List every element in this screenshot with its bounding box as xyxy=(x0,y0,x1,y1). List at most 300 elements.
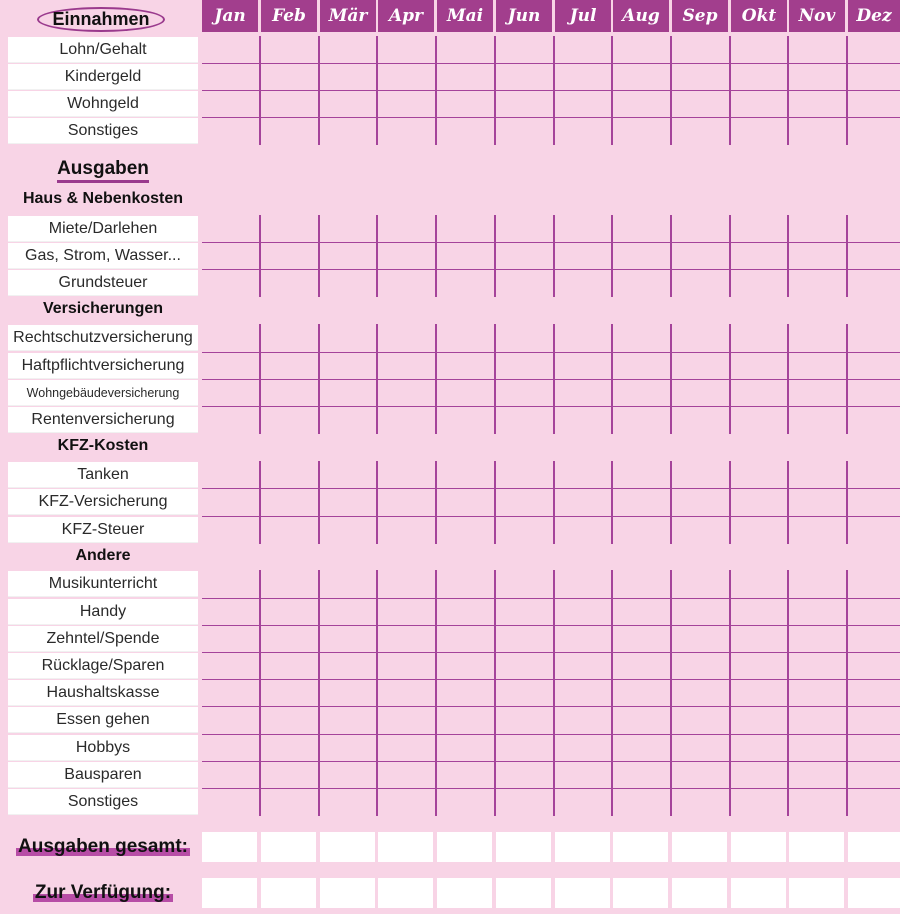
entry-cell[interactable] xyxy=(437,707,492,732)
entry-cell[interactable] xyxy=(496,762,551,787)
entry-cell[interactable] xyxy=(613,216,668,241)
entry-cell[interactable] xyxy=(320,407,375,432)
entry-cell[interactable] xyxy=(848,789,900,814)
entry-cell[interactable] xyxy=(202,243,257,268)
entry-cell[interactable] xyxy=(848,118,900,143)
entry-cell[interactable] xyxy=(202,789,257,814)
entry-cell[interactable] xyxy=(496,270,551,295)
entry-cell[interactable] xyxy=(320,243,375,268)
entry-cell[interactable] xyxy=(789,270,844,295)
entry-cell[interactable] xyxy=(496,462,551,487)
total-cell[interactable] xyxy=(555,832,610,862)
entry-cell[interactable] xyxy=(613,118,668,143)
entry-cell[interactable] xyxy=(261,216,316,241)
entry-cell[interactable] xyxy=(848,325,900,350)
total-cell[interactable] xyxy=(789,832,844,862)
total-cell[interactable] xyxy=(731,832,786,862)
entry-cell[interactable] xyxy=(672,762,727,787)
entry-cell[interactable] xyxy=(613,626,668,651)
entry-cell[interactable] xyxy=(320,653,375,678)
total-cell[interactable] xyxy=(320,832,375,862)
entry-cell[interactable] xyxy=(378,91,433,116)
entry-cell[interactable] xyxy=(789,118,844,143)
entry-cell[interactable] xyxy=(789,462,844,487)
total-cell[interactable] xyxy=(731,878,786,908)
entry-cell[interactable] xyxy=(613,243,668,268)
entry-cell[interactable] xyxy=(672,489,727,514)
entry-cell[interactable] xyxy=(496,653,551,678)
entry-cell[interactable] xyxy=(848,571,900,596)
entry-cell[interactable] xyxy=(378,626,433,651)
entry-cell[interactable] xyxy=(202,64,257,89)
entry-cell[interactable] xyxy=(613,91,668,116)
entry-cell[interactable] xyxy=(672,462,727,487)
entry-cell[interactable] xyxy=(202,325,257,350)
entry-cell[interactable] xyxy=(731,680,786,705)
entry-cell[interactable] xyxy=(672,599,727,624)
entry-cell[interactable] xyxy=(848,270,900,295)
entry-cell[interactable] xyxy=(789,517,844,542)
entry-cell[interactable] xyxy=(672,243,727,268)
entry-cell[interactable] xyxy=(378,680,433,705)
entry-cell[interactable] xyxy=(320,353,375,378)
entry-cell[interactable] xyxy=(613,407,668,432)
entry-cell[interactable] xyxy=(378,762,433,787)
entry-cell[interactable] xyxy=(789,91,844,116)
entry-cell[interactable] xyxy=(496,91,551,116)
entry-cell[interactable] xyxy=(261,489,316,514)
entry-cell[interactable] xyxy=(789,380,844,405)
entry-cell[interactable] xyxy=(789,680,844,705)
entry-cell[interactable] xyxy=(555,216,610,241)
entry-cell[interactable] xyxy=(672,270,727,295)
entry-cell[interactable] xyxy=(789,735,844,760)
entry-cell[interactable] xyxy=(437,118,492,143)
entry-cell[interactable] xyxy=(496,37,551,62)
entry-cell[interactable] xyxy=(320,626,375,651)
entry-cell[interactable] xyxy=(672,64,727,89)
entry-cell[interactable] xyxy=(202,353,257,378)
entry-cell[interactable] xyxy=(261,599,316,624)
entry-cell[interactable] xyxy=(202,91,257,116)
entry-cell[interactable] xyxy=(202,653,257,678)
entry-cell[interactable] xyxy=(261,789,316,814)
entry-cell[interactable] xyxy=(261,270,316,295)
entry-cell[interactable] xyxy=(789,789,844,814)
entry-cell[interactable] xyxy=(202,270,257,295)
entry-cell[interactable] xyxy=(613,37,668,62)
entry-cell[interactable] xyxy=(789,599,844,624)
entry-cell[interactable] xyxy=(437,243,492,268)
entry-cell[interactable] xyxy=(731,462,786,487)
entry-cell[interactable] xyxy=(378,599,433,624)
entry-cell[interactable] xyxy=(789,762,844,787)
total-cell[interactable] xyxy=(613,832,668,862)
entry-cell[interactable] xyxy=(848,735,900,760)
total-cell[interactable] xyxy=(437,832,492,862)
entry-cell[interactable] xyxy=(496,626,551,651)
entry-cell[interactable] xyxy=(848,353,900,378)
entry-cell[interactable] xyxy=(261,707,316,732)
entry-cell[interactable] xyxy=(613,325,668,350)
entry-cell[interactable] xyxy=(555,599,610,624)
total-cell[interactable] xyxy=(789,878,844,908)
entry-cell[interactable] xyxy=(789,243,844,268)
entry-cell[interactable] xyxy=(496,735,551,760)
entry-cell[interactable] xyxy=(731,243,786,268)
entry-cell[interactable] xyxy=(202,489,257,514)
entry-cell[interactable] xyxy=(437,517,492,542)
entry-cell[interactable] xyxy=(378,462,433,487)
entry-cell[interactable] xyxy=(378,407,433,432)
entry-cell[interactable] xyxy=(261,653,316,678)
entry-cell[interactable] xyxy=(848,707,900,732)
entry-cell[interactable] xyxy=(731,517,786,542)
entry-cell[interactable] xyxy=(848,517,900,542)
entry-cell[interactable] xyxy=(496,118,551,143)
entry-cell[interactable] xyxy=(320,707,375,732)
entry-cell[interactable] xyxy=(202,680,257,705)
entry-cell[interactable] xyxy=(672,571,727,596)
entry-cell[interactable] xyxy=(555,243,610,268)
entry-cell[interactable] xyxy=(555,680,610,705)
entry-cell[interactable] xyxy=(848,91,900,116)
total-cell[interactable] xyxy=(613,878,668,908)
entry-cell[interactable] xyxy=(672,789,727,814)
entry-cell[interactable] xyxy=(320,517,375,542)
entry-cell[interactable] xyxy=(731,270,786,295)
entry-cell[interactable] xyxy=(320,571,375,596)
entry-cell[interactable] xyxy=(672,37,727,62)
entry-cell[interactable] xyxy=(437,599,492,624)
entry-cell[interactable] xyxy=(672,353,727,378)
total-cell[interactable] xyxy=(496,832,551,862)
entry-cell[interactable] xyxy=(555,735,610,760)
entry-cell[interactable] xyxy=(202,571,257,596)
entry-cell[interactable] xyxy=(202,462,257,487)
entry-cell[interactable] xyxy=(496,353,551,378)
entry-cell[interactable] xyxy=(437,270,492,295)
entry-cell[interactable] xyxy=(320,118,375,143)
entry-cell[interactable] xyxy=(613,64,668,89)
entry-cell[interactable] xyxy=(731,653,786,678)
entry-cell[interactable] xyxy=(261,353,316,378)
total-cell[interactable] xyxy=(496,878,551,908)
entry-cell[interactable] xyxy=(848,37,900,62)
entry-cell[interactable] xyxy=(378,517,433,542)
entry-cell[interactable] xyxy=(555,789,610,814)
entry-cell[interactable] xyxy=(613,353,668,378)
entry-cell[interactable] xyxy=(672,118,727,143)
entry-cell[interactable] xyxy=(613,489,668,514)
entry-cell[interactable] xyxy=(848,599,900,624)
entry-cell[interactable] xyxy=(672,216,727,241)
entry-cell[interactable] xyxy=(320,270,375,295)
total-cell[interactable] xyxy=(437,878,492,908)
entry-cell[interactable] xyxy=(261,91,316,116)
entry-cell[interactable] xyxy=(202,762,257,787)
entry-cell[interactable] xyxy=(378,37,433,62)
entry-cell[interactable] xyxy=(555,707,610,732)
entry-cell[interactable] xyxy=(496,325,551,350)
entry-cell[interactable] xyxy=(731,571,786,596)
entry-cell[interactable] xyxy=(496,216,551,241)
entry-cell[interactable] xyxy=(613,270,668,295)
entry-cell[interactable] xyxy=(437,407,492,432)
entry-cell[interactable] xyxy=(437,680,492,705)
entry-cell[interactable] xyxy=(613,517,668,542)
total-cell[interactable] xyxy=(202,878,257,908)
entry-cell[interactable] xyxy=(320,462,375,487)
entry-cell[interactable] xyxy=(378,789,433,814)
entry-cell[interactable] xyxy=(731,91,786,116)
entry-cell[interactable] xyxy=(202,216,257,241)
entry-cell[interactable] xyxy=(496,680,551,705)
entry-cell[interactable] xyxy=(731,489,786,514)
entry-cell[interactable] xyxy=(320,64,375,89)
entry-cell[interactable] xyxy=(672,91,727,116)
entry-cell[interactable] xyxy=(555,462,610,487)
entry-cell[interactable] xyxy=(613,735,668,760)
entry-cell[interactable] xyxy=(320,599,375,624)
entry-cell[interactable] xyxy=(437,789,492,814)
entry-cell[interactable] xyxy=(496,599,551,624)
entry-cell[interactable] xyxy=(261,243,316,268)
entry-cell[interactable] xyxy=(496,380,551,405)
entry-cell[interactable] xyxy=(848,489,900,514)
entry-cell[interactable] xyxy=(437,653,492,678)
entry-cell[interactable] xyxy=(320,216,375,241)
entry-cell[interactable] xyxy=(437,37,492,62)
entry-cell[interactable] xyxy=(261,571,316,596)
entry-cell[interactable] xyxy=(848,64,900,89)
entry-cell[interactable] xyxy=(437,91,492,116)
entry-cell[interactable] xyxy=(202,599,257,624)
entry-cell[interactable] xyxy=(613,680,668,705)
entry-cell[interactable] xyxy=(672,707,727,732)
entry-cell[interactable] xyxy=(672,735,727,760)
entry-cell[interactable] xyxy=(555,762,610,787)
total-cell[interactable] xyxy=(320,878,375,908)
entry-cell[interactable] xyxy=(731,37,786,62)
entry-cell[interactable] xyxy=(672,380,727,405)
entry-cell[interactable] xyxy=(613,571,668,596)
entry-cell[interactable] xyxy=(437,64,492,89)
total-cell[interactable] xyxy=(672,878,727,908)
total-cell[interactable] xyxy=(555,878,610,908)
entry-cell[interactable] xyxy=(555,91,610,116)
entry-cell[interactable] xyxy=(555,37,610,62)
entry-cell[interactable] xyxy=(613,380,668,405)
entry-cell[interactable] xyxy=(437,626,492,651)
entry-cell[interactable] xyxy=(848,680,900,705)
entry-cell[interactable] xyxy=(320,380,375,405)
entry-cell[interactable] xyxy=(320,680,375,705)
entry-cell[interactable] xyxy=(261,37,316,62)
entry-cell[interactable] xyxy=(731,64,786,89)
entry-cell[interactable] xyxy=(789,571,844,596)
entry-cell[interactable] xyxy=(731,599,786,624)
entry-cell[interactable] xyxy=(555,489,610,514)
entry-cell[interactable] xyxy=(320,489,375,514)
entry-cell[interactable] xyxy=(789,64,844,89)
entry-cell[interactable] xyxy=(202,735,257,760)
entry-cell[interactable] xyxy=(261,64,316,89)
entry-cell[interactable] xyxy=(731,626,786,651)
entry-cell[interactable] xyxy=(437,380,492,405)
entry-cell[interactable] xyxy=(496,489,551,514)
entry-cell[interactable] xyxy=(555,325,610,350)
entry-cell[interactable] xyxy=(731,216,786,241)
entry-cell[interactable] xyxy=(261,762,316,787)
entry-cell[interactable] xyxy=(378,118,433,143)
entry-cell[interactable] xyxy=(378,353,433,378)
entry-cell[interactable] xyxy=(613,707,668,732)
entry-cell[interactable] xyxy=(320,789,375,814)
entry-cell[interactable] xyxy=(261,380,316,405)
entry-cell[interactable] xyxy=(555,64,610,89)
entry-cell[interactable] xyxy=(202,37,257,62)
entry-cell[interactable] xyxy=(378,325,433,350)
entry-cell[interactable] xyxy=(848,407,900,432)
entry-cell[interactable] xyxy=(437,489,492,514)
entry-cell[interactable] xyxy=(320,735,375,760)
entry-cell[interactable] xyxy=(320,762,375,787)
entry-cell[interactable] xyxy=(261,735,316,760)
entry-cell[interactable] xyxy=(261,462,316,487)
entry-cell[interactable] xyxy=(261,118,316,143)
entry-cell[interactable] xyxy=(261,517,316,542)
entry-cell[interactable] xyxy=(555,270,610,295)
total-cell[interactable] xyxy=(261,832,316,862)
entry-cell[interactable] xyxy=(672,407,727,432)
entry-cell[interactable] xyxy=(555,653,610,678)
entry-cell[interactable] xyxy=(437,462,492,487)
entry-cell[interactable] xyxy=(555,118,610,143)
entry-cell[interactable] xyxy=(789,489,844,514)
entry-cell[interactable] xyxy=(672,325,727,350)
entry-cell[interactable] xyxy=(378,571,433,596)
entry-cell[interactable] xyxy=(261,626,316,651)
total-cell[interactable] xyxy=(672,832,727,862)
entry-cell[interactable] xyxy=(496,407,551,432)
entry-cell[interactable] xyxy=(789,325,844,350)
entry-cell[interactable] xyxy=(320,91,375,116)
entry-cell[interactable] xyxy=(789,626,844,651)
entry-cell[interactable] xyxy=(378,489,433,514)
entry-cell[interactable] xyxy=(261,680,316,705)
entry-cell[interactable] xyxy=(320,325,375,350)
entry-cell[interactable] xyxy=(789,37,844,62)
entry-cell[interactable] xyxy=(555,517,610,542)
entry-cell[interactable] xyxy=(378,64,433,89)
total-cell[interactable] xyxy=(378,878,433,908)
entry-cell[interactable] xyxy=(731,353,786,378)
entry-cell[interactable] xyxy=(789,353,844,378)
total-cell[interactable] xyxy=(378,832,433,862)
entry-cell[interactable] xyxy=(437,325,492,350)
entry-cell[interactable] xyxy=(731,325,786,350)
entry-cell[interactable] xyxy=(496,571,551,596)
entry-cell[interactable] xyxy=(261,407,316,432)
entry-cell[interactable] xyxy=(202,118,257,143)
entry-cell[interactable] xyxy=(378,707,433,732)
entry-cell[interactable] xyxy=(378,243,433,268)
entry-cell[interactable] xyxy=(496,517,551,542)
entry-cell[interactable] xyxy=(437,353,492,378)
entry-cell[interactable] xyxy=(555,571,610,596)
total-cell[interactable] xyxy=(202,832,257,862)
entry-cell[interactable] xyxy=(848,243,900,268)
entry-cell[interactable] xyxy=(672,680,727,705)
entry-cell[interactable] xyxy=(555,353,610,378)
entry-cell[interactable] xyxy=(261,325,316,350)
entry-cell[interactable] xyxy=(496,789,551,814)
entry-cell[interactable] xyxy=(378,270,433,295)
entry-cell[interactable] xyxy=(202,707,257,732)
entry-cell[interactable] xyxy=(672,653,727,678)
entry-cell[interactable] xyxy=(555,407,610,432)
entry-cell[interactable] xyxy=(437,216,492,241)
entry-cell[interactable] xyxy=(731,407,786,432)
entry-cell[interactable] xyxy=(437,762,492,787)
entry-cell[interactable] xyxy=(613,462,668,487)
entry-cell[interactable] xyxy=(613,653,668,678)
entry-cell[interactable] xyxy=(378,735,433,760)
entry-cell[interactable] xyxy=(789,707,844,732)
total-cell[interactable] xyxy=(848,832,900,862)
entry-cell[interactable] xyxy=(731,762,786,787)
total-cell[interactable] xyxy=(261,878,316,908)
entry-cell[interactable] xyxy=(731,707,786,732)
entry-cell[interactable] xyxy=(378,653,433,678)
entry-cell[interactable] xyxy=(202,380,257,405)
entry-cell[interactable] xyxy=(731,118,786,143)
entry-cell[interactable] xyxy=(437,735,492,760)
entry-cell[interactable] xyxy=(789,407,844,432)
entry-cell[interactable] xyxy=(555,380,610,405)
entry-cell[interactable] xyxy=(613,599,668,624)
entry-cell[interactable] xyxy=(496,243,551,268)
entry-cell[interactable] xyxy=(848,216,900,241)
total-cell[interactable] xyxy=(848,878,900,908)
entry-cell[interactable] xyxy=(613,762,668,787)
entry-cell[interactable] xyxy=(848,462,900,487)
entry-cell[interactable] xyxy=(320,37,375,62)
entry-cell[interactable] xyxy=(202,517,257,542)
entry-cell[interactable] xyxy=(613,789,668,814)
entry-cell[interactable] xyxy=(789,653,844,678)
entry-cell[interactable] xyxy=(672,517,727,542)
entry-cell[interactable] xyxy=(437,571,492,596)
entry-cell[interactable] xyxy=(848,762,900,787)
entry-cell[interactable] xyxy=(731,789,786,814)
entry-cell[interactable] xyxy=(555,626,610,651)
entry-cell[interactable] xyxy=(848,626,900,651)
entry-cell[interactable] xyxy=(789,216,844,241)
entry-cell[interactable] xyxy=(848,380,900,405)
entry-cell[interactable] xyxy=(378,216,433,241)
entry-cell[interactable] xyxy=(848,653,900,678)
entry-cell[interactable] xyxy=(731,380,786,405)
entry-cell[interactable] xyxy=(672,626,727,651)
entry-cell[interactable] xyxy=(202,407,257,432)
entry-cell[interactable] xyxy=(202,626,257,651)
entry-cell[interactable] xyxy=(496,707,551,732)
entry-cell[interactable] xyxy=(731,735,786,760)
entry-cell[interactable] xyxy=(378,380,433,405)
entry-cell[interactable] xyxy=(496,64,551,89)
